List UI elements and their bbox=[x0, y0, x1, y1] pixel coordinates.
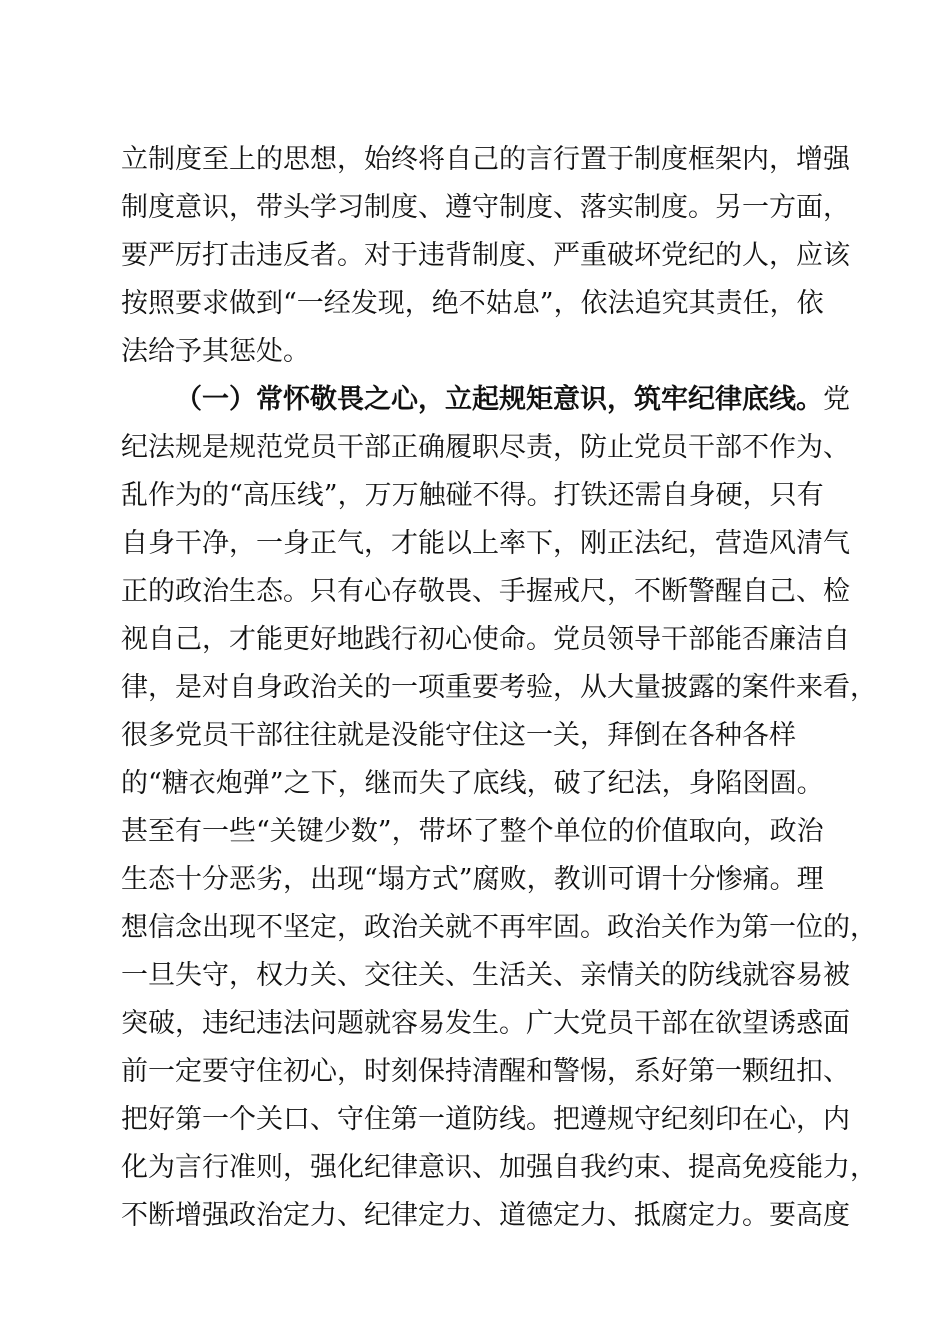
section-heading-tail: 党 bbox=[823, 384, 850, 415]
paragraph-line: 正的政治生态。只有心存敬畏、手握戒尺，不断警醒自己、检 bbox=[121, 576, 850, 607]
paragraph-line: 突破，违纪违法问题就容易发生。广大党员干部在欲望诱惑面 bbox=[121, 1008, 850, 1039]
paragraph-line: 纪法规是规范党员干部正确履职尽责，防止党员干部不作为、 bbox=[121, 432, 850, 463]
paragraph-line: 法给予其惩处。 bbox=[121, 336, 310, 367]
paragraph-line: 自身干净，一身正气，才能以上率下，刚正法纪，营造风清气 bbox=[121, 528, 850, 559]
paragraph-line: 很多党员干部往往就是没能守住这一关，拜倒在各种各样 bbox=[121, 720, 796, 751]
paragraph-line: 不断增强政治定力、纪律定力、道德定力、抵腐定力。要高度 bbox=[121, 1200, 850, 1231]
paragraph-line: 一旦失守，权力关、交往关、生活关、亲情关的防线就容易被 bbox=[121, 960, 850, 991]
paragraph-line: 化为言行准则，强化纪律意识、加强自我约束、提高免疫能力， bbox=[121, 1152, 877, 1183]
paragraph-line: 视自己，才能更好地践行初心使命。党员领导干部能否廉洁自 bbox=[121, 624, 850, 655]
paragraph-line: 前一定要守住初心，时刻保持清醒和警惕，系好第一颗纽扣、 bbox=[121, 1056, 850, 1087]
paragraph-line: 立制度至上的思想，始终将自己的言行置于制度框架内，增强 bbox=[121, 144, 850, 175]
paragraph-line: 乱作为的“高压线”，万万触碰不得。打铁还需自身硬，只有 bbox=[121, 480, 824, 511]
paragraph-line: 生态十分恶劣，出现“塌方式”腐败，教训可谓十分惨痛。理 bbox=[121, 864, 824, 895]
paragraph-line: 制度意识，带头学习制度、遵守制度、落实制度。另一方面， bbox=[121, 192, 850, 223]
section-heading-line bbox=[175, 378, 850, 422]
paragraph-line: 把好第一个关口、守住第一道防线。把遵规守纪刻印在心，内 bbox=[121, 1104, 850, 1135]
paragraph-line: 要严厉打击违反者。对于违背制度、严重破坏党纪的人，应该 bbox=[121, 240, 850, 271]
paragraph-line: 律，是对自身政治关的一项重要考验，从大量披露的案件来看， bbox=[121, 672, 877, 703]
paragraph-line: 的“糖衣炮弹”之下，继而失了底线，破了纪法，身陷囹圄。 bbox=[121, 768, 824, 799]
paragraph-line: 按照要求做到“一经发现，绝不姑息”，依法追究其责任，依 bbox=[121, 288, 824, 319]
section-heading: （一）常怀敬畏之心，立起规矩意识，筑牢纪律底线。 bbox=[175, 384, 823, 415]
paragraph-line: 想信念出现不坚定，政治关就不再牢固。政治关作为第一位的， bbox=[121, 912, 877, 943]
paragraph-line: 甚至有一些“关键少数”，带坏了整个单位的价值取向，政治 bbox=[121, 816, 824, 847]
